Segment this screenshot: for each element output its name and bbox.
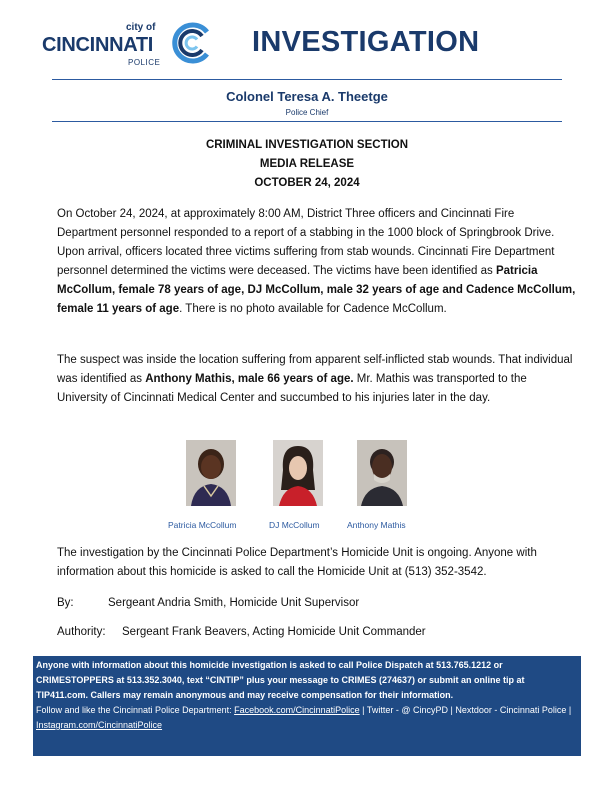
suspect-name: Anthony Mathis, male 66 years of age. [145, 373, 354, 385]
suspect-paragraph [57, 351, 577, 408]
tip-info-box [33, 656, 581, 756]
header-divider [52, 79, 562, 80]
release-type: MEDIA RELEASE [259, 158, 355, 170]
logo-police-text: POLICE [128, 58, 161, 67]
victims-names: Patricia McCollum, female 78 years of age, DJ McCollum, male 32 years of age and Cadence McCollum, female 11 years of age [57, 265, 576, 315]
release-section: CRIMINAL INVESTIGATION SECTION [205, 139, 409, 151]
authority-line [57, 626, 426, 638]
logo-c-mark-icon [168, 20, 214, 66]
authority-value: Sergeant Frank Beavers, Acting Homicide Unit Commander [122, 626, 426, 638]
by-value: Sergeant Andria Smith, Homicide Unit Supervisor [108, 597, 360, 609]
by-line [57, 597, 359, 609]
photo-caption-dj: DJ McCollum [269, 520, 320, 530]
photo-caption-patricia: Patricia McCollum [168, 520, 237, 530]
follow-text: Follow and like the Cincinnati Police Department: [36, 705, 235, 715]
incident-text-b: . There is no photo available for Cadence McCollum. [179, 303, 447, 315]
tip-info-text: Anyone with information about this homicide investigation is asked to call Police Dispatch at 513.765.1212 or CRIMESTOPPERS at 513.352.3040, text “CINTIP” plus your message to CRIMES (274637) or submit an online tip at TIP411.com. Callers may remain anonymous and may receive compensation for their information. [36, 660, 525, 700]
incident-paragraph [57, 205, 577, 319]
chief-title: Police Chief [285, 108, 329, 117]
photo-anthony-mathis [357, 440, 407, 506]
photo-patricia-mccollum [186, 440, 236, 506]
suspect-text-a: The suspect was inside the location suffering from apparent self-inflicted stab wounds. That individual was identified as [57, 354, 573, 385]
suspect-text-b: Mr. Mathis was transported to the University of Cincinnati Medical Center and succumbed to his injuries later in the day. [57, 373, 527, 404]
authority-label: Authority: [57, 626, 106, 638]
incident-text-a: On October 24, 2024, at approximately 8:00 AM, District Three officers and Cincinnati Fire Department personnel responded to a report of a stabbing in the 1000 block of Springbrook Drive. Upon arrival, officers located three victims suffering from stab wounds. Cincinnati Fire Department personnel determined the victims were deceased. The victims have been identified as [57, 208, 555, 277]
chief-divider [52, 121, 562, 122]
facebook-link[interactable]: Facebook.com/CincinnatiPolice [234, 705, 360, 715]
logo-name-text: CINCINNATI [42, 34, 154, 56]
release-heading [0, 136, 614, 193]
ongoing-investigation-paragraph: The investigation by the Cincinnati Police Department’s Homicide Unit is ongoing. Anyone with information about this homicide is asked to call the Homicide Unit at (513) 352-3542. [57, 547, 537, 578]
instagram-link[interactable]: Instagram.com/CincinnatiPolice [36, 720, 163, 730]
photo-dj-mccollum [273, 440, 323, 506]
photo-caption-anthony: Anthony Mathis [347, 520, 406, 530]
cincinnati-police-logo [42, 20, 217, 72]
by-label: By: [57, 597, 74, 609]
page-title: INVESTIGATION [252, 26, 480, 58]
logo-city-text: city of [126, 22, 156, 33]
twitter-nextdoor-text: | Twitter - @ CincyPD | Nextdoor - Cincinnati Police | [359, 705, 572, 715]
follow-line [36, 703, 578, 733]
release-date: OCTOBER 24, 2024 [254, 177, 360, 189]
chief-name: Colonel Teresa A. Theetge [226, 89, 388, 104]
